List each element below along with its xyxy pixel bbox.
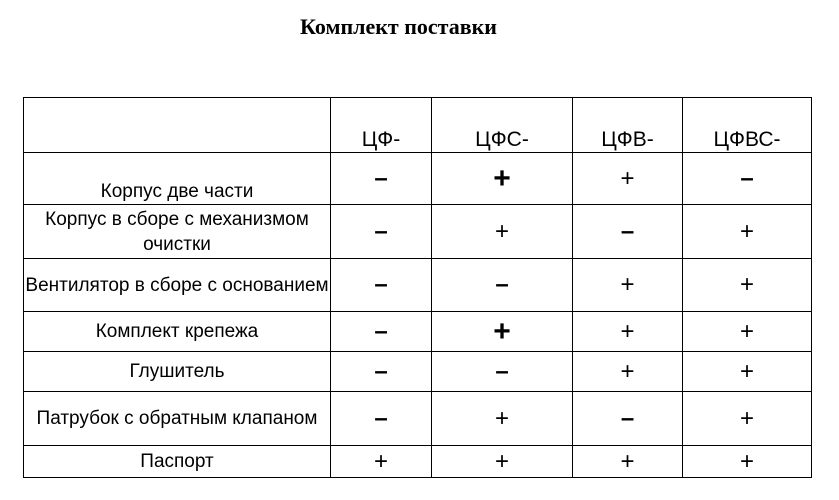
column-header-item	[24, 98, 331, 153]
value-cell: +	[432, 205, 573, 259]
value-cell: –	[331, 153, 432, 205]
value-cell: +	[683, 392, 812, 446]
value-cell: +	[573, 153, 683, 205]
table-row	[24, 205, 812, 259]
value-cell: +	[573, 259, 683, 312]
column-header-cfv: ЦФВ-	[573, 98, 683, 153]
table-row	[24, 312, 812, 352]
column-header-cfvs: ЦФВС-	[683, 98, 812, 153]
value-cell: +	[331, 446, 432, 478]
table-row	[24, 352, 812, 392]
row-label: Корпус в сборе с механизмом очистки	[24, 205, 331, 259]
value-cell: –	[331, 352, 432, 392]
row-label: Комплект крепежа	[24, 312, 331, 352]
row-label: Вентилятор в сборе с основанием	[24, 259, 331, 312]
value-cell: –	[573, 392, 683, 446]
value-cell: +	[683, 259, 812, 312]
value-cell: –	[331, 259, 432, 312]
value-cell: +	[683, 312, 812, 352]
value-cell: –	[432, 352, 573, 392]
column-header-cfs: ЦФС-	[432, 98, 573, 153]
value-cell: –	[331, 392, 432, 446]
value-cell: +	[573, 352, 683, 392]
value-cell: –	[432, 259, 573, 312]
table-row	[24, 392, 812, 446]
table-row	[24, 446, 812, 478]
value-cell: +	[432, 153, 573, 205]
value-cell: –	[331, 312, 432, 352]
value-cell: –	[573, 205, 683, 259]
table-row	[24, 153, 812, 205]
value-cell: –	[683, 153, 812, 205]
column-header-cf: ЦФ-	[331, 98, 432, 153]
value-cell: +	[432, 312, 573, 352]
value-cell: +	[573, 312, 683, 352]
value-cell: +	[683, 352, 812, 392]
page-title: Комплект поставки	[300, 14, 497, 39]
value-cell: +	[683, 446, 812, 478]
row-label: Корпус две части	[24, 153, 331, 205]
value-cell: +	[432, 446, 573, 478]
value-cell: +	[432, 392, 573, 446]
table-header-row	[24, 98, 812, 153]
value-cell: +	[683, 205, 812, 259]
row-label: Патрубок с обратным клапаном	[24, 392, 331, 446]
value-cell: +	[573, 446, 683, 478]
table-row	[24, 259, 812, 312]
delivery-set-table	[23, 97, 812, 478]
row-label: Глушитель	[24, 352, 331, 392]
row-label: Паспорт	[24, 446, 331, 478]
value-cell: –	[331, 205, 432, 259]
